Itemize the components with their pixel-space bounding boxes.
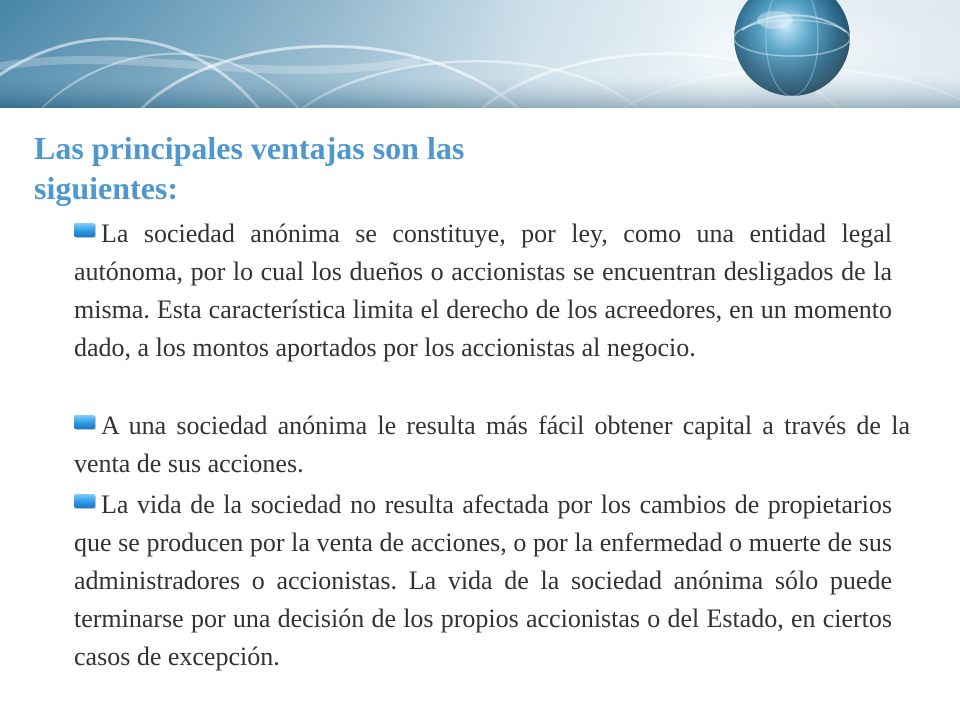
- blue-square-bullet-icon: [74, 415, 95, 429]
- slide-title: Las principales ventajas son las siguientes:: [34, 130, 465, 206]
- header-banner: [0, 0, 960, 108]
- bullet-text: A una sociedad anónima le resulta más fácil obtener capital a través de la venta de sus acciones.: [74, 411, 910, 478]
- banner-graphic: [0, 0, 960, 108]
- bullet-item-continuity: [74, 486, 892, 676]
- bullet-item-capital: [74, 407, 910, 483]
- blue-square-bullet-icon: [74, 223, 95, 237]
- blue-square-bullet-icon: [74, 494, 95, 508]
- bullet-text: La vida de la sociedad no resulta afectada por los cambios de propietarios que se producen por la venta de acciones, o por la enfermedad o muerte de sus administradores o accionistas. La vida de la sociedad anónima sólo puede terminarse por una decisión de los propios accionistas o del Estado, en ciertos casos de excepción.: [74, 490, 892, 671]
- bullet-item-legal-entity: [74, 215, 892, 367]
- bullet-text: La sociedad anónima se constituye, por ley, como una entidad legal autónoma, por lo cual los dueños o accionistas se encuentran desligados de la misma. Esta característica limita el derecho de los acreedores, en un momento dado, a los montos aportados por los accionistas al negocio.: [74, 219, 892, 362]
